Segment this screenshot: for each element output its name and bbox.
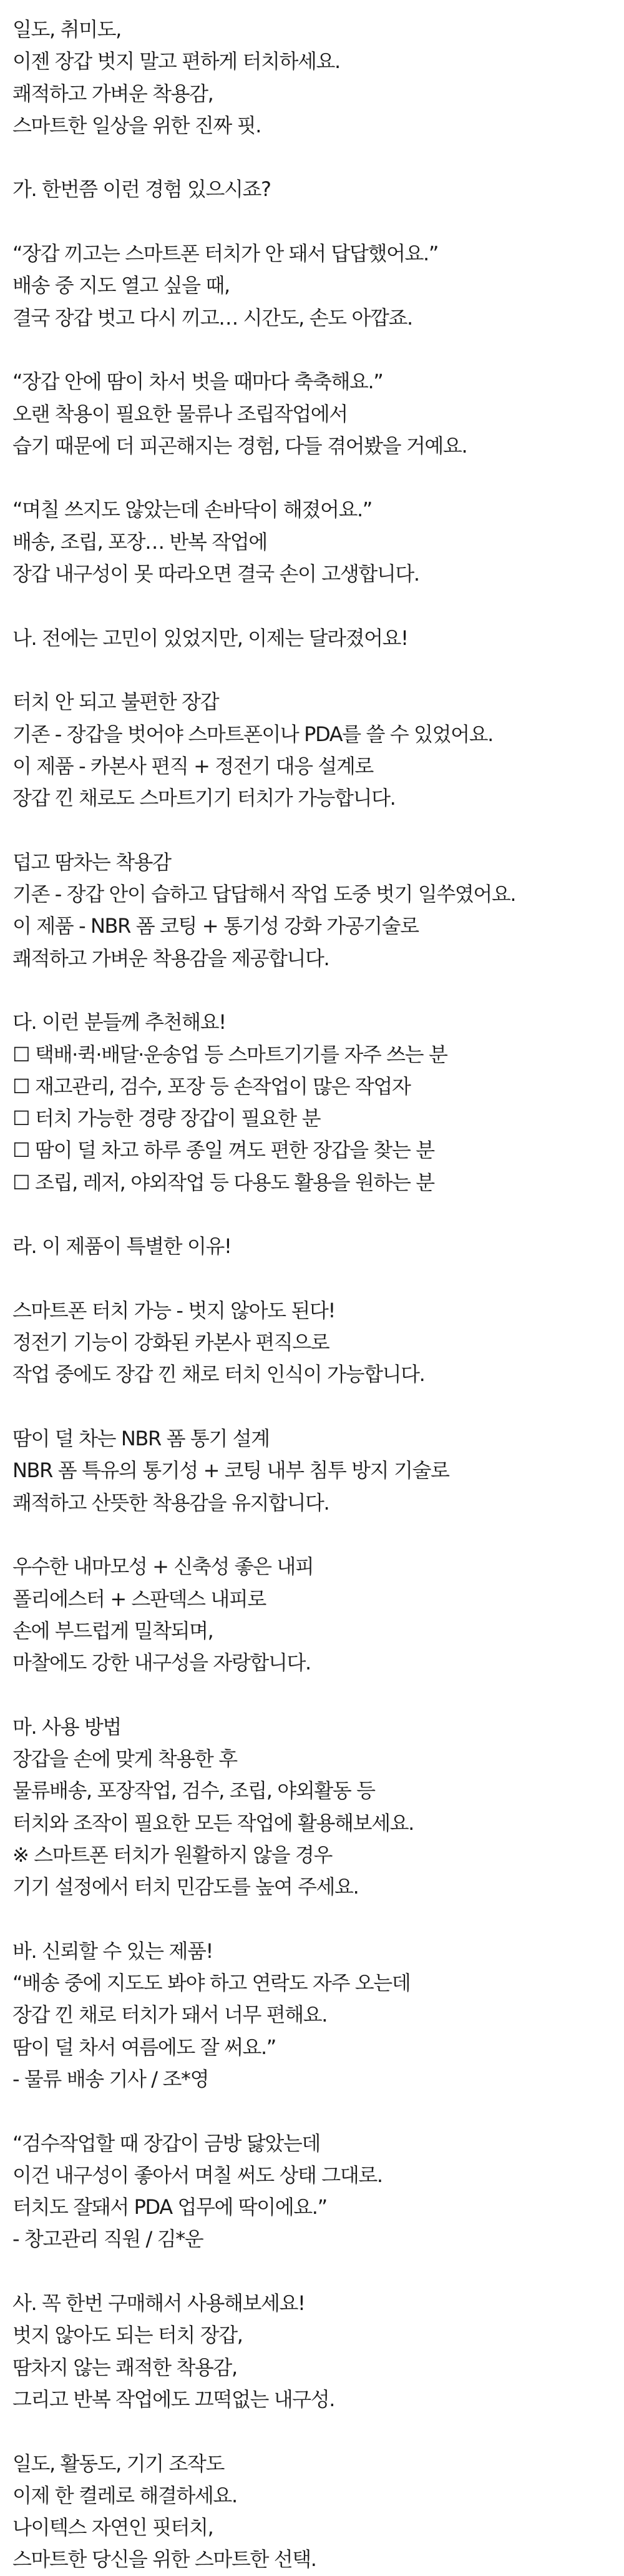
quote-line: 오랜 착용이 필요한 물류나 조립작업에서 [12, 401, 348, 426]
quote-line: “며칠 쓰지도 않았는데 손바닥이 해졌어요.” [12, 498, 372, 522]
section-heading: 마. 사용 방법 [12, 1714, 121, 1739]
spacer [12, 334, 612, 366]
feature-line: 장갑 낀 채로도 스마트기기 터치가 가능합니다. [12, 786, 396, 810]
section-sa [12, 2288, 612, 2416]
review-line: 터치도 잘돼서 PDA 업무에 딱이에요.” [12, 2195, 327, 2220]
checklist-item: ☐ 조립, 레저, 야외작업 등 다용도 활용을 원하는 분 [12, 1170, 434, 1194]
spacer [12, 2256, 612, 2288]
outro-line: 이제 한 켤레로 해결하세요. [12, 2483, 237, 2507]
feature-title: 땀이 덜 차는 NBR 폼 통기 설계 [12, 1427, 270, 1451]
review-author: - 창고관리 직원 / 김*운 [12, 2227, 203, 2251]
spacer [12, 654, 612, 686]
feature-line: 이 제품 - 카본사 편직 + 정전기 대응 설계로 [12, 754, 373, 778]
feature-line: NBR 폼 특유의 통기성 + 코팅 내부 침투 방지 기술로 [12, 1458, 449, 1483]
review-line: 땀이 덜 차서 여름에도 잘 써요.” [12, 2035, 276, 2059]
section-heading: 가. 한번쯤 이런 경험 있으시죠? [12, 177, 271, 202]
product-description [12, 14, 612, 2576]
spacer [12, 2416, 612, 2447]
section-heading: 나. 전에는 고민이 있었지만, 이제는 달라졌어요! [12, 626, 408, 650]
spacer [12, 206, 612, 238]
spacer [12, 2095, 612, 2127]
section-na [12, 622, 612, 975]
quote-line: 습기 때문에 더 피곤해지는 경험, 다들 겪어봤을 거예요. [12, 433, 467, 458]
outro-line: 일도, 활동도, 기기 조작도 [12, 2451, 224, 2475]
quote-line: 결국 장갑 벗고 다시 끼고… 시간도, 손도 아깝죠. [12, 305, 412, 330]
review-author: - 물류 배송 기사 / 조*영 [12, 2067, 209, 2091]
feature-title: 터치 안 되고 불편한 장갑 [12, 690, 219, 714]
checklist-item: ☐ 땀이 덜 차고 하루 종일 껴도 편한 장갑을 찾는 분 [12, 1138, 434, 1163]
spacer [12, 590, 612, 622]
spacer [12, 1904, 612, 1935]
section-ma [12, 1711, 612, 1904]
spacer [12, 1199, 612, 1231]
feature-line: 마찰에도 강한 내구성을 자랑합니다. [12, 1651, 311, 1675]
section-ra [12, 1231, 612, 1679]
usage-line: 장갑을 손에 맞게 착용한 후 [12, 1747, 237, 1771]
feature-line: 기존 - 장갑을 벗어야 스마트폰이나 PDA를 쓸 수 있었어요. [12, 722, 493, 746]
section-ga [12, 174, 612, 590]
summary-line: 땀차지 않는 쾌적한 착용감, [12, 2355, 237, 2379]
checklist-item: ☐ 택배·퀵·배달·운송업 등 스마트기기를 자주 쓰는 분 [12, 1042, 447, 1066]
spacer [12, 1391, 612, 1423]
quote-line: “장갑 안에 땀이 차서 벗을 때마다 축축해요.” [12, 370, 383, 394]
feature-line: 쾌적하고 산뜻한 착용감을 유지합니다. [12, 1490, 329, 1515]
feature-title: 스마트폰 터치 가능 - 벗지 않아도 된다! [12, 1298, 335, 1322]
feature-line: 이 제품 - NBR 폼 코팅 + 통기성 강화 가공기술로 [12, 914, 419, 938]
quote-line: 배송, 조립, 포장… 반복 작업에 [12, 529, 267, 554]
summary-line: 그리고 반복 작업에도 끄떡없는 내구성. [12, 2387, 335, 2411]
review-line: “검수작업할 때 장갑이 금방 닳았는데 [12, 2131, 320, 2155]
spacer [12, 1679, 612, 1711]
review-line: “배송 중에 지도도 봐야 하고 연락도 자주 오는데 [12, 1971, 411, 1995]
quote-line: 장갑 내구성이 못 따라오면 결국 손이 고생합니다. [12, 562, 419, 586]
feature-line: 손에 부드럽게 밀착되며, [12, 1618, 213, 1643]
feature-title: 덥고 땀차는 착용감 [12, 850, 171, 874]
intro-line: 쾌적하고 가벼운 착용감, [12, 81, 213, 106]
spacer [12, 1519, 612, 1551]
feature-line: 정전기 기능이 강화된 카본사 편직으로 [12, 1330, 329, 1355]
outro-line: 스마트한 당신을 위한 스마트한 선택. [12, 2547, 316, 2572]
feature-line: 기존 - 장갑 안이 습하고 답답해서 작업 도중 벗기 일쑤였어요. [12, 882, 516, 907]
section-da [12, 1006, 612, 1199]
checklist-item: ☐ 터치 가능한 경량 장갑이 필요한 분 [12, 1106, 321, 1131]
usage-line: 터치와 조작이 필요한 모든 작업에 활용해보세요. [12, 1811, 414, 1835]
intro [12, 14, 612, 142]
spacer [12, 462, 612, 494]
spacer [12, 814, 612, 846]
intro-line: 이젠 장갑 벗지 말고 편하게 터치하세요. [12, 49, 340, 74]
usage-line: 물류배송, 포장작업, 검수, 조립, 야외활동 등 [12, 1779, 375, 1803]
review-line: 이건 내구성이 좋아서 며칠 써도 상태 그대로. [12, 2163, 383, 2187]
intro-line: 일도, 취미도, [12, 17, 121, 41]
feature-title: 우수한 내마모성 + 신축성 좋은 내피 [12, 1555, 314, 1579]
section-ba [12, 1935, 612, 2256]
section-heading: 사. 꼭 한번 구매해서 사용해보세요! [12, 2291, 305, 2316]
usage-note: ※ 스마트폰 터치가 원활하지 않을 경우 [12, 1842, 332, 1867]
section-heading: 라. 이 제품이 특별한 이유! [12, 1234, 232, 1259]
section-heading: 다. 이런 분들께 추천해요! [12, 1010, 226, 1035]
outro [12, 2448, 612, 2576]
feature-line: 폴리에스터 + 스판덱스 내피로 [12, 1586, 266, 1611]
quote-line: “장갑 끼고는 스마트폰 터치가 안 돼서 답답했어요.” [12, 242, 439, 266]
review-line: 장갑 낀 채로 터치가 돼서 너무 편해요. [12, 2003, 328, 2027]
section-heading: 바. 신뢰할 수 있는 제품! [12, 1939, 213, 1963]
feature-line: 쾌적하고 가벼운 착용감을 제공합니다. [12, 946, 329, 970]
intro-line: 스마트한 일상을 위한 진짜 핏. [12, 113, 261, 137]
feature-line: 작업 중에도 장갑 낀 채로 터치 인식이 가능합니다. [12, 1362, 425, 1387]
quote-line: 배송 중 지도 열고 싶을 때, [12, 273, 230, 298]
checklist-item: ☐ 재고관리, 검수, 포장 등 손작업이 많은 작업자 [12, 1074, 411, 1098]
spacer [12, 975, 612, 1006]
outro-line: 나이텍스 자연인 핏터치, [12, 2515, 213, 2540]
usage-note: 기기 설정에서 터치 민감도를 높여 주세요. [12, 1875, 359, 1899]
spacer [12, 1263, 612, 1295]
summary-line: 벗지 않아도 되는 터치 장갑, [12, 2323, 243, 2347]
spacer [12, 142, 612, 174]
